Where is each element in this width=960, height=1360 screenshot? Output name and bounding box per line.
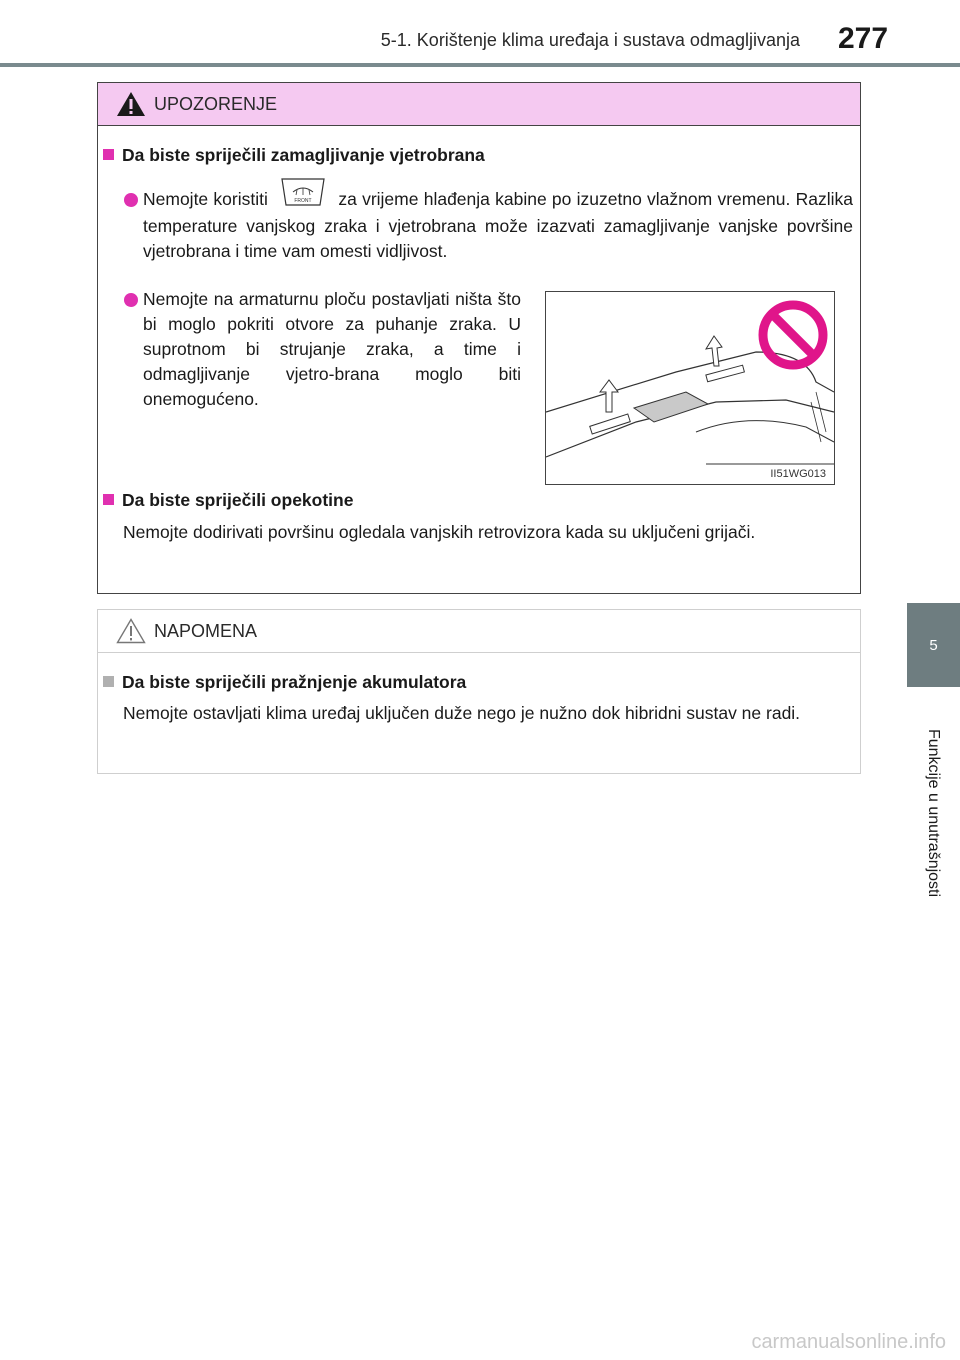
watermark: carmanualsonline.info [751,1331,946,1353]
bullet-text: Nemojte na armaturnu ploču postavljati ništa što bi moglo pokriti otvore za puhanje zraka. U suprotnom bi strujanje zraka, a time i odmagljivanje vjetro-brana moglo biti onemogućeno. [143,289,521,409]
svg-text:FRONT: FRONT [294,198,312,204]
notice-triangle-icon [116,618,146,644]
figure-code: II51WG013 [770,468,826,480]
section-marker [103,494,114,505]
chapter-tab[interactable] [907,603,960,687]
chapter-title: Funkcije u unutrašnjosti [925,728,942,898]
section-marker [103,676,114,687]
bullet-dot [124,293,138,307]
notice-header [98,610,860,653]
illustration-blocked-vents [545,291,835,485]
warning-box [97,82,861,594]
notice-box [97,609,861,774]
section-text: Nemojte ostavljati klima uređaj uključen duže nego je nužno dok hibridni sustav ne radi. [123,703,801,723]
section-title: 5-1. Korištenje klima uređaja i sustava odmagljivanja [380,30,800,50]
chapter-label [893,698,960,928]
section-text: Nemojte dodirivati površinu ogledala vanjskih retrovizora kada su uključeni grijači. [123,522,756,542]
page-number: 277 [838,22,889,55]
warning-header [98,83,860,126]
header-rule [0,63,960,67]
warning-triangle-icon [116,91,146,117]
bullet-dot [124,193,138,207]
warning-section-title: Da biste spriječili opekotine [103,490,353,511]
notice-heading: NAPOMENA [154,620,258,641]
warning-heading: UPOZORENJE [154,93,278,114]
section-marker [103,149,114,160]
warning-section-title: Da biste spriječili zamagljivanje vjetrobrana [103,145,485,166]
chapter-number: 5 [929,636,938,654]
front-defroster-button-icon [279,177,327,214]
bullet-text: Nemojte koristiti FRONT za vrijeme hlađenja kabine po izuzetno vlažnom vremenu. Razlika temperature vanjskog zraka i vjetrobrana može izazvati zamagljivanje vanjske površine vjetrobrana i time vam omesti vidljivost. [143,187,853,264]
prohibited-icon [758,300,828,370]
notice-section-title: Da biste spriječili pražnjenje akumulatora [103,672,466,693]
